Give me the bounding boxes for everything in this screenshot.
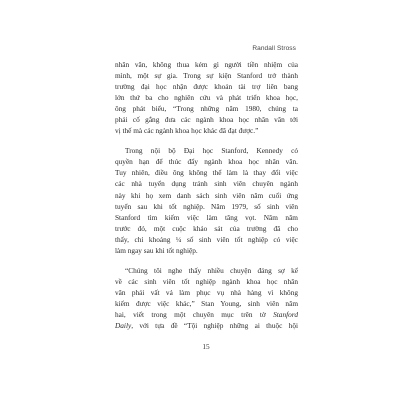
text-line: thấy, chỉ khoảng ¼ số sinh viên tốt nghiệp có việc [115,234,298,244]
text-line: phải cố gắng đưa các ngành khoa học nhân văn tới [115,115,298,125]
paragraph-1 [115,59,298,136]
text-line: tuyển sau khi tốt nghiệp. Năm 1979, số sinh viên [115,201,298,211]
text-line: hai, viết trong một chuyên mục trên tờ Stanford [115,309,298,319]
paragraph-3 [115,265,298,331]
text-line: Tuy nhiên, điều ông không thể làm là thay đổi việc [115,168,298,178]
page-number: 15 [202,342,210,351]
text-line: các nhà tuyển dụng tránh sinh viên chuyên ngành [115,179,298,189]
paragraph-2 [115,145,298,255]
text-line: mình, một sự gia. Trong sự kiện Stanford trở thành [115,71,298,81]
text-line: lớn thứ ba cho nghiên cứu và phát triển khoa học, [115,93,298,103]
text-line: kiếm được việc khác,” Stan Young, sinh viên năm [115,298,298,308]
running-header-author: Randall Stross [252,45,296,52]
text-line: về các sinh viên tốt nghiệp ngành khoa học nhân [115,276,298,286]
text-line: Daily, với tựa đề “Tội nghiệp những ai thuộc hội [115,321,298,331]
text-line: ông phát biểu, “Trong những năm 1980, chúng ta [115,104,298,114]
text-line: làm ngay sau khi tốt nghiệp. [115,245,198,255]
text-line: này khi họ xem danh sách sinh viên năm cuối ứng [115,190,298,200]
text-line: trước đó, một cuộc khảo sát của trường đã cho [115,223,298,233]
text-line: vị thế mà các ngành khoa học khác đã đạt được.” [115,126,259,136]
text-line: nhân văn, không thua kém gì người tiền nhiệm của [115,60,298,69]
text-line: Stanford tìm kiếm việc làm tăng vọt. Năm năm [115,212,298,222]
body-text [115,59,298,331]
text-line: văn phải vất vả làm phục vụ nhà hàng vì không [115,287,298,297]
text-line: quyền hạn để thúc đẩy ngành khoa học nhân văn. [115,157,298,167]
daily-italic: Daily [115,321,132,331]
text-line: “Chúng tôi nghe thấy nhiều chuyện đáng sợ kể [125,265,298,275]
text-line: trường đại học nhận được khoản tài trợ liên bang [115,82,298,92]
text-line: Trong nội bộ Đại học Stanford, Kennedy có [125,146,298,156]
stanford-italic: Stanford [273,309,298,319]
